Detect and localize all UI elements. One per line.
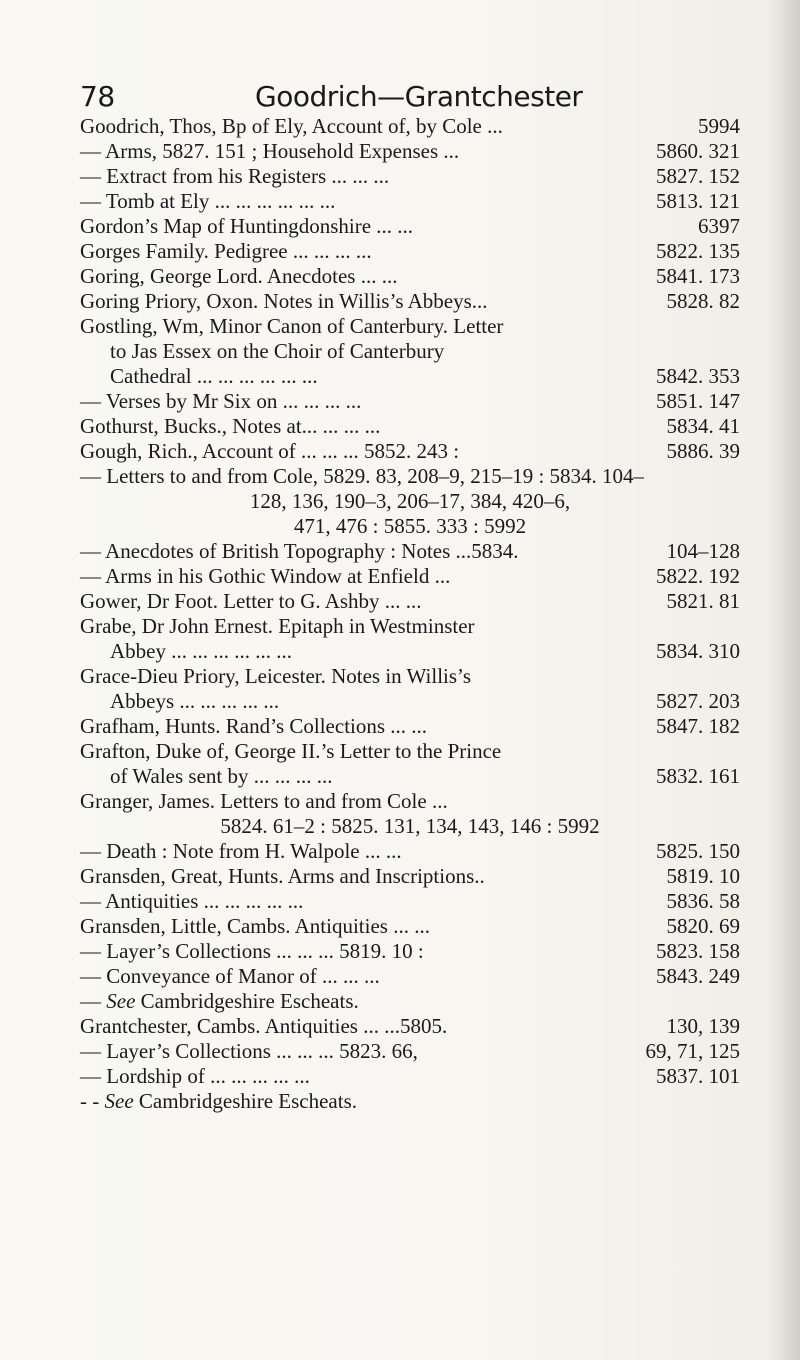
entry-reference: 5825. 150 [656,839,740,863]
index-entry [80,589,740,614]
entry-text: Gostling, Wm, Minor Canon of Canterbury. Letter [80,314,504,338]
entry-text: Cathedral ... ... ... ... ... ... [110,364,318,388]
entry-reference: 104–128 [666,539,740,563]
entry-text: Abbey ... ... ... ... ... ... [110,639,292,663]
index-entry [80,614,740,639]
entry-reference: 5819. 10 [666,864,740,888]
entry-reference: 5860. 321 [656,139,740,163]
entry-text: Gorges Family. Pedigree ... ... ... ... [80,239,372,263]
entry-text: Grabe, Dr John Ernest. Epitaph in Westminster [80,614,475,638]
entry-reference: 5886. 39 [666,439,740,463]
entry-reference: 5821. 81 [666,589,740,613]
entry-text: — Extract from his Registers ... ... ... [80,164,390,188]
index-entry [80,439,740,464]
index-entry [80,739,740,764]
entry-text: Grace-Dieu Priory, Leicester. Notes in Willis’s [80,664,472,688]
index-entry [80,914,740,939]
index-entry [80,1039,740,1064]
index-entry [80,139,740,164]
entry-reference: 5813. 121 [656,189,740,213]
index-entry [80,264,740,289]
running-head: Goodrich—Grantchester [255,80,583,113]
entry-text: — Conveyance of Manor of ... ... ... [80,964,380,988]
entry-reference: 5822. 135 [656,239,740,263]
entry-text: Grantchester, Cambs. Antiquities ... ...5805. [80,1014,448,1038]
index-entry [80,889,740,914]
entry-text: — Lordship of ... ... ... ... ... [80,1064,310,1088]
entry-reference: 69, 71, 125 [645,1039,740,1063]
index-entries [80,114,740,1114]
index-entry [80,989,740,1014]
entry-text: Gordon’s Map of Huntingdonshire ... ... [80,214,414,238]
entry-text: Gothurst, Bucks., Notes at... ... ... ... [80,414,381,438]
index-entry [80,389,740,414]
entry-reference: 5822. 192 [656,564,740,588]
index-entry [80,1089,740,1114]
index-entry [80,764,740,789]
entry-text: Grafton, Duke of, George II.’s Letter to the Prince [80,739,502,763]
entry-text: — Verses by Mr Six on ... ... ... ... [80,389,362,413]
index-entry [80,564,740,589]
entry-text: Gower, Dr Foot. Letter to G. Ashby ... ... [80,589,422,613]
entry-text: to Jas Essex on the Choir of Canterbury [110,339,445,363]
entry-text: Abbeys ... ... ... ... ... [110,689,280,713]
index-entry [80,464,740,489]
index-entry [80,789,740,814]
entry-reference: 130, 139 [666,1014,740,1038]
entry-reference: 5823. 158 [656,939,740,963]
entry-text: — Tomb at Ely ... ... ... ... ... ... [80,189,336,213]
entry-text: - - See Cambridgeshire Escheats. [80,1089,358,1113]
index-entry [80,1064,740,1089]
entry-text: — Arms in his Gothic Window at Enfield ... [80,564,451,588]
entry-text: Gransden, Great, Hunts. Arms and Inscriptions.. [80,864,485,888]
entry-reference: 5994 [698,114,740,138]
entry-text: — Layer’s Collections ... ... ... 5819. 10 : [80,939,424,963]
entry-reference: 5836. 58 [666,889,740,913]
entry-text: Grafham, Hunts. Rand’s Collections ... ... [80,714,428,738]
entry-text: Goring Priory, Oxon. Notes in Willis’s Abbeys... [80,289,488,313]
entry-reference: 5827. 203 [656,689,740,713]
entry-text: — Layer’s Collections ... ... ... 5823. 66, [80,1039,418,1063]
entry-reference: 5834. 310 [656,639,740,663]
entry-text: — Arms, 5827. 151 ; Household Expenses ... [80,139,460,163]
entry-reference: 5827. 152 [656,164,740,188]
entry-reference: 5837. 101 [656,1064,740,1088]
index-entry [80,639,740,664]
index-entry [80,164,740,189]
index-entry [80,839,740,864]
entry-reference: 5841. 173 [656,264,740,288]
index-entry [80,489,740,514]
entry-text: Granger, James. Letters to and from Cole ... [80,789,448,813]
entry-text: — Letters to and from Cole, 5829. 83, 208–9, 215–19 : 5834. 104– [80,464,645,488]
entry-text: 5824. 61–2 : 5825. 131, 134, 143, 146 : 5992 [220,814,600,838]
entry-reference: 5820. 69 [666,914,740,938]
entry-text: — Anecdotes of British Topography : Notes ...5834. [80,539,519,563]
entry-text: 471, 476 : 5855. 333 : 5992 [293,514,527,538]
entry-reference: 5842. 353 [656,364,740,388]
index-entry [80,414,740,439]
index-entry [80,939,740,964]
entry-reference: 6397 [698,214,740,238]
index-entry [80,114,740,139]
entry-text: — See Cambridgeshire Escheats. [80,989,359,1013]
entry-reference: 5834. 41 [666,414,740,438]
entry-text: — Antiquities ... ... ... ... ... [80,889,304,913]
index-entry [80,214,740,239]
entry-text: 128, 136, 190–3, 206–17, 384, 420–6, [249,489,571,513]
index-entry [80,239,740,264]
page-number: 78 [80,80,115,113]
entry-text: Gransden, Little, Cambs. Antiquities ... ... [80,914,430,938]
index-entry [80,314,740,339]
entry-reference: 5847. 182 [656,714,740,738]
index-entry [80,864,740,889]
index-entry [80,514,740,539]
index-entry [80,189,740,214]
index-entry [80,539,740,564]
index-entry [80,689,740,714]
entry-text: Gough, Rich., Account of ... ... ... 5852. 243 : [80,439,460,463]
index-entry [80,814,740,839]
index-entry [80,964,740,989]
index-entry [80,1014,740,1039]
index-entry [80,714,740,739]
entry-reference: 5851. 147 [656,389,740,413]
entry-reference: 5832. 161 [656,764,740,788]
entry-text: Goring, George Lord. Anecdotes ... ... [80,264,398,288]
entry-reference: 5843. 249 [656,964,740,988]
index-entry [80,664,740,689]
entry-text: — Death : Note from H. Walpole ... ... [80,839,402,863]
index-entry [80,364,740,389]
entry-text: Goodrich, Thos, Bp of Ely, Account of, by Cole ... [80,114,503,138]
entry-reference: 5828. 82 [666,289,740,313]
index-entry [80,339,740,364]
index-entry [80,289,740,314]
entry-text: of Wales sent by ... ... ... ... [110,764,333,788]
